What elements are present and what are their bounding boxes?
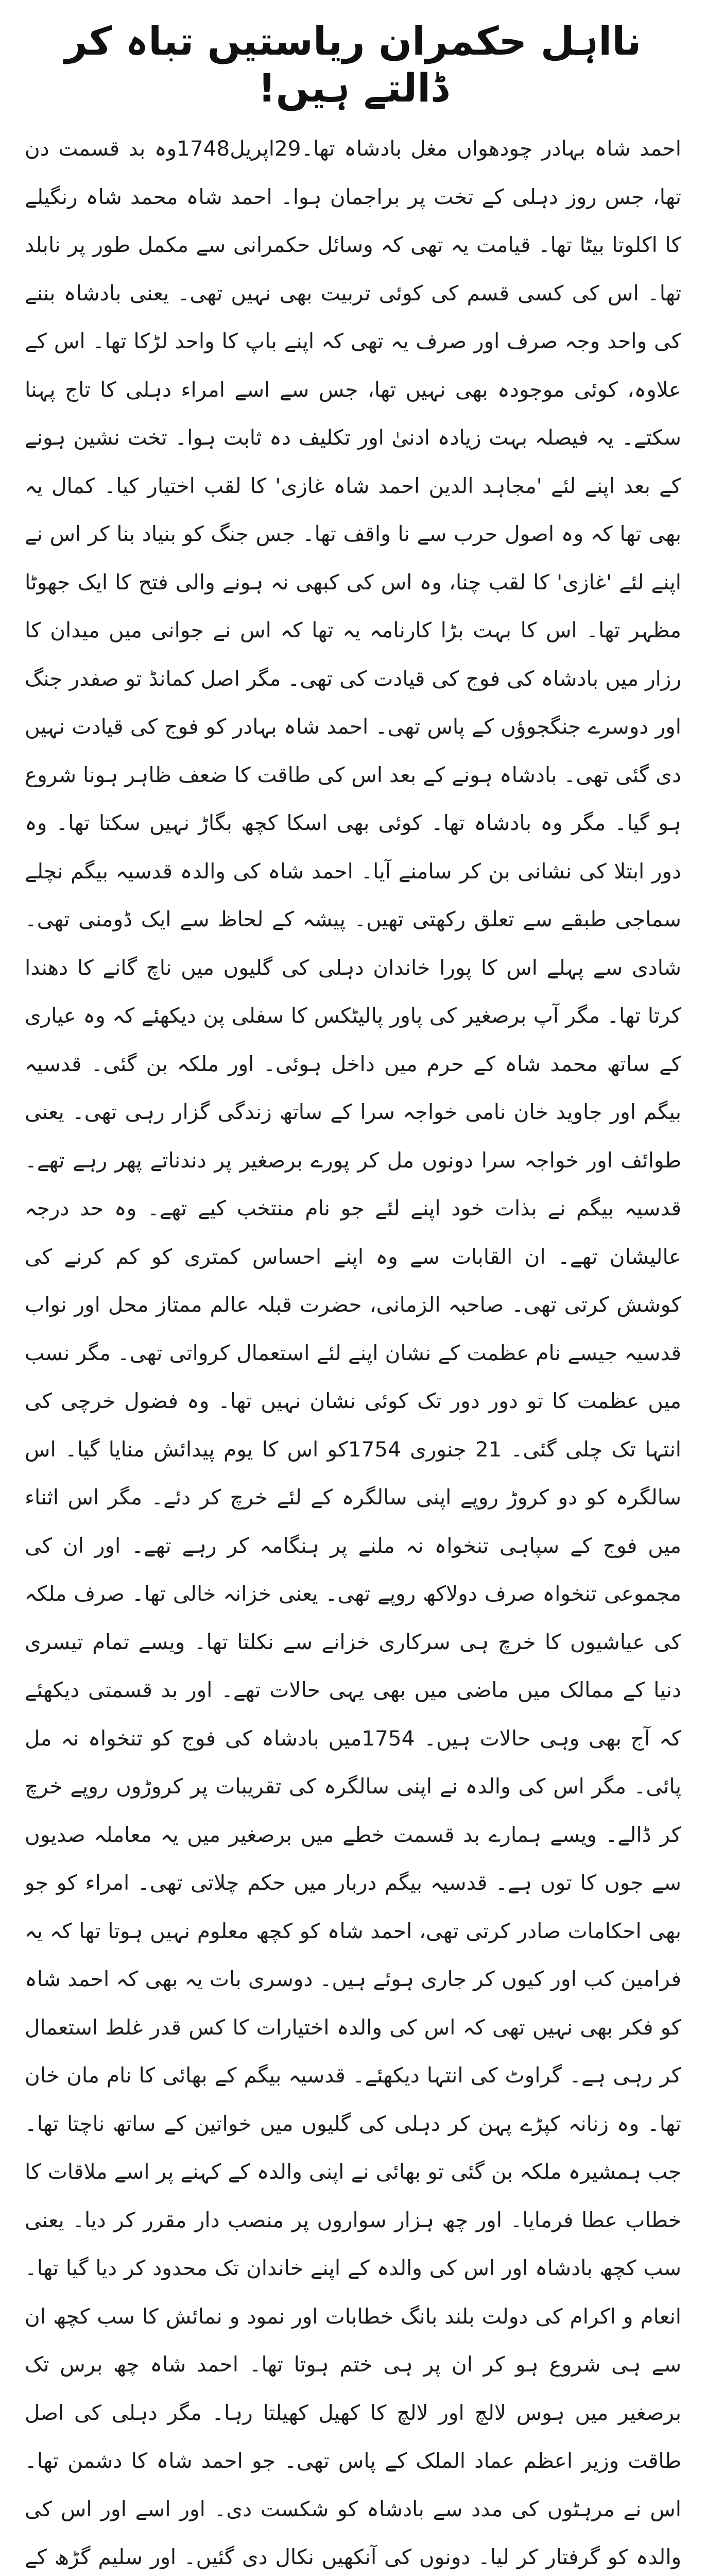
article-paragraph: احمد شاہ بہادر چودھواں مغل بادشاہ تھا۔29اپریل1748وہ بد قسمت دن تھا، جس روز دہلی کے تخت پر براجمان ہوا۔ احمد شاہ محمد شاہ رنگیلے کا اکلوتا بیٹا تھا۔ قیامت یہ تھی کہ وسائل حکمرانی سے مکمل طور پر نابلد تھا۔ اس کی کسی قسم کی کوئی تربیت بھی نہیں تھی۔ یعنی بادشاہ بننے کی واحد وجہ صرف اور صرف یہ تھی کہ اپنے باپ کا واحد لڑکا تھا۔ اس کے علاوہ، کوئی موجودہ بھی نہیں تھا، جس سے اسے امراء دہلی کا تاج پہنا سکتے۔ یہ فیصلہ بہت زیادہ ادنیٰ اور تکلیف دہ ثابت ہوا۔ تخت نشین ہونے کے بعد اپنے لئے 'مجاہد الدین احمد شاہ غازی' کا لقب اختیار کیا۔ کمال یہ بھی تھا کہ وہ اصول حرب سے نا واقف تھا۔ جس جنگ کو بنیاد بنا کر اس نے اپنے لئے 'غازی' کا لقب چنا، وہ اس کی کبھی نہ ہونے والی فتح کا ایک جھوٹا مظہر تھا۔ اس کا بہت بڑا کارنامہ یہ تھا کہ اس نے جوانی میں میدان کا رزار میں بادشاہ کی فوج کی قیادت کی تھی۔ مگر اصل کمانڈ تو صفدر جنگ اور دوسرے جنگجوؤں کے پاس تھی۔ احمد شاہ بہادر کو فوج کی قیادت نہیں دی گئی تھی۔ بادشاہ ہونے کے بعد اس کی طاقت کا ضعف ظاہر ہونا شروع ہو گیا۔ مگر وہ بادشاہ تھا۔ کوئی بھی اسکا کچھ بگاڑ نہیں سکتا تھا۔ وہ دور ابتلا کی نشانی بن کر سامنے آیا۔ احمد شاہ کی والدہ قدسیہ بیگم نچلے سماجی طبقے سے تعلق رکھتی تھیں۔ پیشہ کے لحاظ سے ایک ڈومنی تھی۔ شادی سے پہلے اس کا پورا خاندان دہلی کی گلیوں میں ناچ گانے کا دھندا کرتا تھا۔ مگر آپ برصغیر کی پاور پالیٹکس کا سفلی پن دیکھئے کہ وہ عیاری کے ساتھ محمد شاہ کے حرم میں داخل ہوئی۔ اور ملکہ بن گئی۔ قدسیہ بیگم اور جاوید خان نامی خواجہ سرا کے ساتھ زندگی گزار رہی تھی۔ یعنی طوائف اور خواجہ سرا دونوں مل کر پورے برصغیر پر دندناتے پھر رہے تھے۔ قدسیہ بیگم نے بذات خود اپنے لئے جو نام منتخب کیے تھے۔ وہ حد درجہ عالیشان تھے۔ ان القابات سے وہ اپنے احساس کمتری کو کم کرنے کی کوشش کرتی تھی۔ صاحبہ الزمانی، حضرت قبلہ عالم ممتاز محل اور نواب قدسیہ جیسے نام عظمت کے نشان اپنے لئے استعمال کرواتی تھی۔ مگر نسب میں عظمت کا تو دور دور تک کوئی نشان نہیں تھا۔ وہ فضول خرچی کی انتہا تک چلی گئی۔ 21 جنوری 1754کو اس کا یوم پیدائش منایا گیا۔ اس سالگرہ کو دو کروڑ روپے اپنی سالگرہ کے لئے خرچ کر دئے۔ مگر اس اثناء میں فوج کے سپاہی تنخواہ نہ ملنے پر ہنگامہ کر رہے تھے۔ اور ان کی مجموعی تنخواہ صرف دولاکھ روپے تھی۔ یعنی خزانہ خالی تھا۔ صرف ملکہ کی عیاشیوں کا خرچ ہی سرکاری خزانے سے نکلتا تھا۔ ویسے تمام تیسری دنیا کے ممالک میں ماضی میں بھی یہی حالات تھے۔ اور بد قسمتی دیکھئے کہ آج بھی وہی حالات ہیں۔ 1754میں بادشاہ کی فوج کو تنخواہ نہ مل پائی۔ مگر اس کی والدہ نے اپنی سالگرہ کی تقریبات پر کروڑوں روپے خرچ کر ڈالے۔ ویسے ہمارے بد قسمت خطے میں برصغیر میں یہ معاملہ صدیوں سے جوں کا توں ہے۔ قدسیہ بیگم دربار میں حکم چلاتی تھی۔ امراء کو جو بھی احکامات صادر کرتی تھی، احمد شاہ کو کچھ معلوم نہیں ہوتا تھا کہ یہ فرامین کب اور کیوں کر جاری ہوئے ہیں۔ دوسری بات یہ بھی کہ احمد شاہ کو فکر بھی نہیں تھی کہ اس کی والدہ اختیارات کا کس قدر غلط استعمال کر رہی ہے۔ گراوٹ کی انتہا دیکھئے۔ قدسیہ بیگم کے بھائی کا نام مان خان تھا۔ وہ زنانہ کپڑے پہن کر دہلی کی گلیوں میں خواتین کے ساتھ ناچتا تھا۔ جب ہمشیرہ ملکہ بن گئی تو بھائی نے اپنی والدہ کے کہنے پر اسے ملاقات کا خطاب عطا فرمایا۔ اور چھ ہزار سواروں پر منصب دار مقرر کر دیا۔ یعنی سب کچھ بادشاہ اور اس کی والدہ کے اپنے خاندان تک محدود کر دیا گیا تھا۔ انعام و اکرام کی دولت بلند بانگ خطابات اور نمود و نمائش کا سب کچھ ان سے ہی شروع ہو کر ان پر ہی ختم ہوتا تھا۔ احمد شاہ چھ برس تک برصغیر میں ہوس لالچ اور لالچ کا کھیل کھیلتا رہا۔ مگر دہلی کی اصل طاقت وزیر اعظم عماد الملک کے پاس تھی۔ جو احمد شاہ کا دشمن تھا۔ اس نے مرہٹوں کی مدد سے بادشاہ کو شکست دی۔ اور اسے اور اس کی والدہ کو گرفتار کر لیا۔ دونوں کی آنکھیں نکال دی گئیں۔ اور سلیم گڑھ کے [25, 136, 682, 2570]
article-headline: نااہل حکمران ریاستیں تباہ کر ڈالتے ہیں! [64, 18, 642, 111]
article-body [25, 125, 681, 2576]
